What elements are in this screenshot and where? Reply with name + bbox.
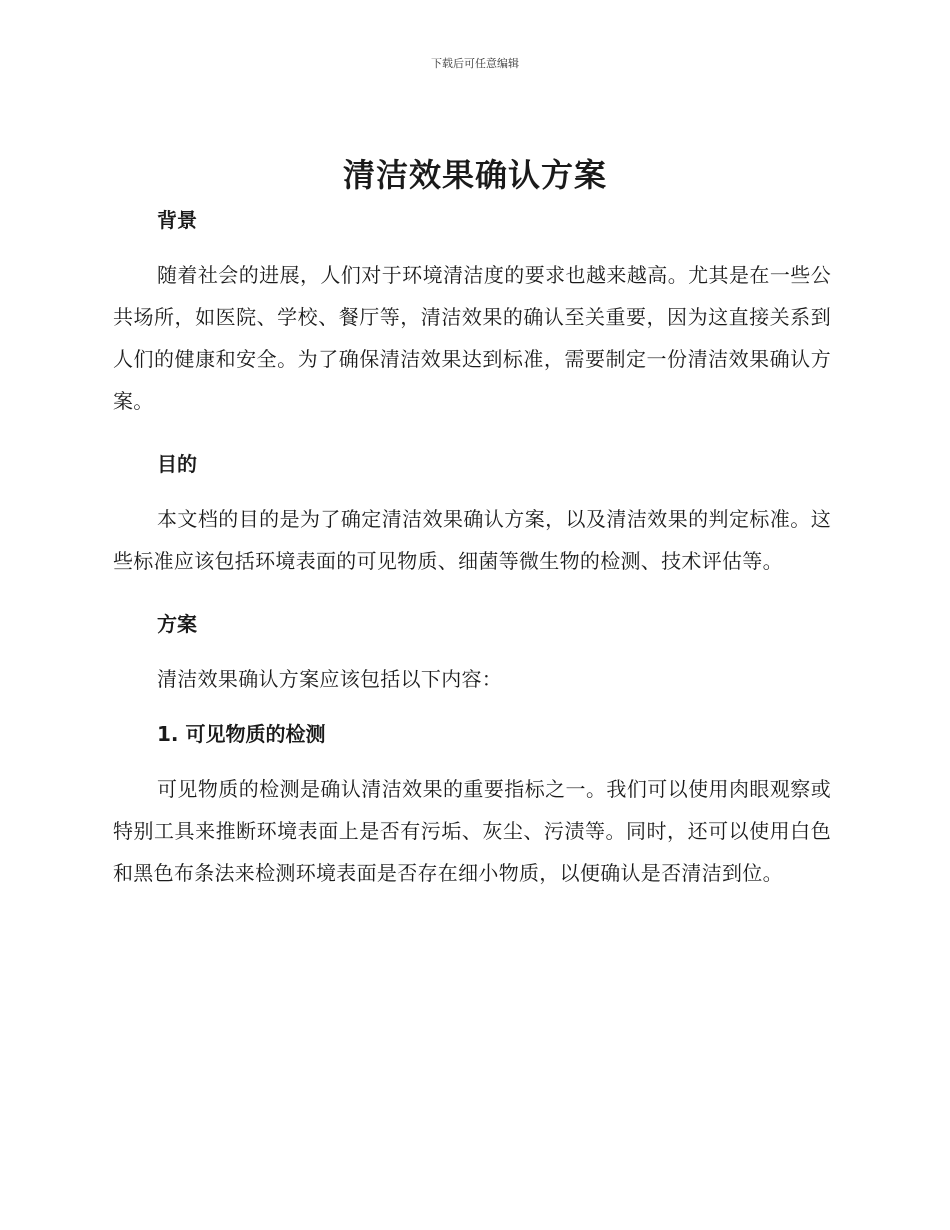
paragraph-visible-matter: 可见物质的检测是确认清洁效果的重要指标之一。我们可以使用肉眼观察或特别工具来推断环境表面上是否有污垢、灰尘、污渍等。同时，还可以使用白色和黑色布条法来检测环境表面是否存在细小物质，以便确认是否清洁到位。 <box>113 777 831 885</box>
header-note: 下载后可任意编辑 <box>431 57 519 70</box>
section-heading-background: 背景 <box>157 208 197 232</box>
paragraph-purpose: 本文档的目的是为了确定清洁效果确认方案，以及清洁效果的判定标准。这些标准应该包括环境表面的可见物质、细菌等微生物的检测、技术评估等。 <box>113 507 831 573</box>
paragraph-background: 随着社会的进展，人们对于环境清洁度的要求也越来越高。尤其是在一些公共场所，如医院、学校、餐厅等，清洁效果的确认至关重要，因为这直接关系到人们的健康和安全。为了确保清洁效果达到标准，需要制定一份清洁效果确认方案。 <box>113 263 831 413</box>
document-body <box>113 200 831 894</box>
section-heading-plan: 方案 <box>157 612 197 636</box>
paragraph-plan: 清洁效果确认方案应该包括以下内容： <box>157 667 503 691</box>
section-heading-purpose: 目的 <box>157 452 197 476</box>
section-heading-visible-matter: 1. 可见物质的检测 <box>157 722 326 746</box>
document-title: 清洁效果确认方案 <box>342 156 607 194</box>
